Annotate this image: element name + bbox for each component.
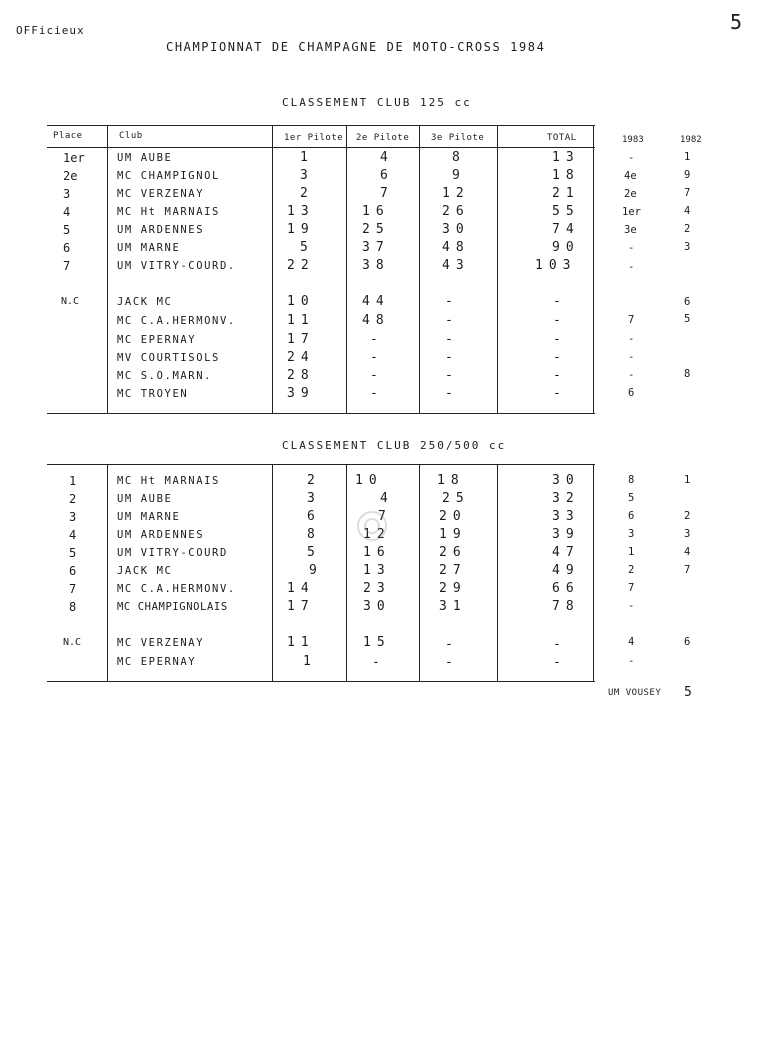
cell-club: MV COURTISOLS xyxy=(117,352,220,364)
cell-total: - xyxy=(553,368,567,383)
cell-club: MC Ht MARNAIS xyxy=(117,206,220,218)
cell-1983: - xyxy=(628,655,635,667)
cell-club: UM AUBE xyxy=(117,152,173,164)
cell-pilot-3: - xyxy=(445,655,459,670)
cell-pilot-1: 17 xyxy=(287,599,315,614)
cell-pilot-2: 23 xyxy=(363,581,391,596)
column-divider xyxy=(272,465,273,681)
cell-pilot-3: 9 xyxy=(452,168,466,183)
cell-pilot-1: 9 xyxy=(309,563,323,578)
cell-pilot-2: 16 xyxy=(363,545,391,560)
cell-total: - xyxy=(553,386,567,401)
cell-1983: - xyxy=(628,369,635,381)
header-divider xyxy=(47,147,595,148)
cell-1983: 4 xyxy=(628,636,635,648)
cell-1982: 2 xyxy=(684,223,691,235)
cell-place: 8 xyxy=(69,600,77,614)
header-pilot-2: 2e Pilote xyxy=(356,133,410,143)
watermark-stamp-icon xyxy=(352,508,392,544)
cell-pilot-1: 17 xyxy=(287,332,315,347)
cell-pilot-3: 29 xyxy=(439,581,467,596)
cell-total: - xyxy=(553,350,567,365)
cell-pilot-2: 12 xyxy=(363,527,391,542)
cell-total: 66 xyxy=(552,581,580,596)
cell-pilot-3: 48 xyxy=(442,240,470,255)
cell-1982: 4 xyxy=(684,205,691,217)
cell-pilot-1: 28 xyxy=(287,368,315,383)
column-divider xyxy=(107,465,108,681)
column-divider xyxy=(593,126,594,413)
cell-pilot-1: 3 xyxy=(300,168,314,183)
cell-1983: 3e xyxy=(624,224,637,236)
cell-pilot-3: - xyxy=(445,637,459,652)
section-125-title: CLASSEMENT CLUB 125 cc xyxy=(282,96,472,109)
cell-total: 103 xyxy=(535,258,577,273)
cell-1983: - xyxy=(628,152,635,164)
cell-1982: 8 xyxy=(684,368,691,380)
cell-1983: - xyxy=(628,600,635,612)
cell-pilot-1: 2 xyxy=(300,186,314,201)
cell-place: 4 xyxy=(69,528,77,542)
column-divider xyxy=(346,126,347,413)
table-125cc xyxy=(47,125,595,414)
cell-place: N.C xyxy=(63,637,82,648)
cell-1982: 6 xyxy=(684,636,691,648)
cell-total: - xyxy=(553,313,567,328)
cell-1982: 5 xyxy=(684,313,691,325)
header-pilot-3: 3e Pilote xyxy=(431,133,485,143)
cell-pilot-3: 12 xyxy=(442,186,470,201)
column-divider xyxy=(272,126,273,413)
cell-club: MC CHAMPIGNOLAIS xyxy=(117,601,228,613)
cell-total: 55 xyxy=(552,204,580,219)
cell-total: 33 xyxy=(552,509,580,524)
cell-pilot-3: - xyxy=(445,332,459,347)
cell-1983: - xyxy=(628,242,635,254)
column-divider xyxy=(497,126,498,413)
cell-1982: 6 xyxy=(684,296,691,308)
cell-pilot-1: 39 xyxy=(287,386,315,401)
cell-pilot-2: 10 xyxy=(355,473,383,488)
cell-1983: 2e xyxy=(624,188,637,200)
cell-place: 7 xyxy=(63,259,71,273)
cell-pilot-1: 13 xyxy=(287,204,315,219)
cell-club: MC TROYEN xyxy=(117,388,189,400)
cell-pilot-1: 1 xyxy=(303,654,317,669)
cell-total: 13 xyxy=(552,150,580,165)
cell-pilot-3: 25 xyxy=(442,491,470,506)
cell-pilot-1: 5 xyxy=(300,240,314,255)
cell-total: 39 xyxy=(552,527,580,542)
cell-total: - xyxy=(553,332,567,347)
cell-pilot-1: 1 xyxy=(300,150,314,165)
cell-pilot-3: 20 xyxy=(439,509,467,524)
cell-pilot-1: 2 xyxy=(307,473,321,488)
cell-1983: 6 xyxy=(628,387,635,399)
cell-pilot-2: 6 xyxy=(380,168,394,183)
cell-pilot-1: 22 xyxy=(287,258,315,273)
cell-pilot-3: - xyxy=(445,368,459,383)
cell-pilot-2: - xyxy=(370,368,384,383)
cell-pilot-3: 26 xyxy=(442,204,470,219)
header-total: TOTAL xyxy=(547,133,577,143)
cell-pilot-3: 18 xyxy=(437,473,465,488)
column-divider xyxy=(497,465,498,681)
cell-pilot-2: 4 xyxy=(380,491,394,506)
cell-1983: - xyxy=(628,333,635,345)
cell-place: 6 xyxy=(69,564,77,578)
cell-1983: 6 xyxy=(628,510,635,522)
cell-place: 1er xyxy=(63,151,85,165)
cell-place: 1 xyxy=(69,474,77,488)
cell-pilot-2: 16 xyxy=(362,204,390,219)
header-place: Place xyxy=(53,131,83,141)
cell-total: 18 xyxy=(552,168,580,183)
cell-place: 2e xyxy=(63,169,78,183)
officieux-label: OFFicieux xyxy=(16,24,85,37)
header-club: Club xyxy=(119,131,143,141)
cell-pilot-3: 19 xyxy=(439,527,467,542)
cell-1983: 5 xyxy=(628,492,635,504)
cell-place: 5 xyxy=(69,546,77,560)
cell-total: 32 xyxy=(552,491,580,506)
cell-pilot-2: 7 xyxy=(378,509,392,524)
cell-total: 49 xyxy=(552,563,580,578)
cell-pilot-1: 3 xyxy=(307,491,321,506)
cell-pilot-3: 8 xyxy=(452,150,466,165)
cell-club: MC VERZENAY xyxy=(117,188,205,200)
column-divider xyxy=(419,126,420,413)
cell-1982: 2 xyxy=(684,510,691,522)
cell-club: MC EPERNAY xyxy=(117,334,197,346)
cell-1983: - xyxy=(628,351,635,363)
cell-total: 21 xyxy=(552,186,580,201)
cell-1983: 2 xyxy=(628,564,635,576)
cell-1983: 7 xyxy=(628,314,635,326)
column-divider xyxy=(593,465,594,681)
cell-pilot-1: 11 xyxy=(287,635,315,650)
cell-1982: 3 xyxy=(684,241,691,253)
cell-club: UM AUBE xyxy=(117,493,173,505)
cell-club: MC S.O.MARN. xyxy=(117,370,213,382)
cell-club: UM VITRY-COURD. xyxy=(117,260,236,272)
side-header-1983: 1983 xyxy=(622,135,644,145)
cell-1982: 1 xyxy=(684,474,691,486)
cell-club: UM VITRY-COURD xyxy=(117,547,228,559)
cell-club: MC CHAMPIGNOL xyxy=(117,170,220,182)
cell-pilot-1: 11 xyxy=(287,313,315,328)
cell-club: JACK MC xyxy=(117,565,173,577)
cell-pilot-2: - xyxy=(370,350,384,365)
cell-total: 30 xyxy=(552,473,580,488)
cell-pilot-3: 43 xyxy=(442,258,470,273)
cell-place: 4 xyxy=(63,205,71,219)
cell-club: MC EPERNAY xyxy=(117,656,197,668)
cell-1983: 7 xyxy=(628,582,635,594)
cell-pilot-3: 26 xyxy=(439,545,467,560)
cell-pilot-3: 31 xyxy=(439,599,467,614)
cell-total: 78 xyxy=(552,599,580,614)
cell-pilot-2: - xyxy=(370,386,384,401)
cell-pilot-2: 37 xyxy=(362,240,390,255)
cell-pilot-3: - xyxy=(445,313,459,328)
cell-place: 7 xyxy=(69,582,77,596)
cell-pilot-2: 30 xyxy=(363,599,391,614)
cell-pilot-2: 48 xyxy=(362,313,390,328)
cell-place: N.C xyxy=(61,296,80,307)
side-header-1982: 1982 xyxy=(680,135,702,145)
cell-total: 90 xyxy=(552,240,580,255)
column-divider xyxy=(419,465,420,681)
cell-pilot-3: 30 xyxy=(442,222,470,237)
cell-pilot-1: 5 xyxy=(307,545,321,560)
cell-club: JACK MC xyxy=(117,296,173,308)
cell-club: MC VERZENAY xyxy=(117,637,205,649)
cell-1982: 4 xyxy=(684,546,691,558)
cell-1982: 7 xyxy=(684,187,691,199)
cell-total: - xyxy=(553,637,567,652)
cell-pilot-2: 13 xyxy=(363,563,391,578)
cell-1983: - xyxy=(628,261,635,273)
section-250-title: CLASSEMENT CLUB 250/500 cc xyxy=(282,439,507,452)
cell-place: 6 xyxy=(63,241,71,255)
cell-total: - xyxy=(553,294,567,309)
cell-1982: 9 xyxy=(684,169,691,181)
cell-pilot-2: 38 xyxy=(362,258,390,273)
cell-1982: 7 xyxy=(684,564,691,576)
cell-pilot-1: 8 xyxy=(307,527,321,542)
cell-club: UM MARNE xyxy=(117,242,181,254)
cell-pilot-3: - xyxy=(445,350,459,365)
cell-1982: 3 xyxy=(684,528,691,540)
cell-club: UM MARNE xyxy=(117,511,181,523)
cell-pilot-2: - xyxy=(372,655,386,670)
cell-pilot-2: 44 xyxy=(362,294,390,309)
cell-pilot-3: - xyxy=(445,386,459,401)
cell-1983: 8 xyxy=(628,474,635,486)
cell-pilot-2: 4 xyxy=(380,150,394,165)
cell-pilot-3: - xyxy=(445,294,459,309)
cell-1983: 1 xyxy=(628,546,635,558)
cell-pilot-1: 24 xyxy=(287,350,315,365)
cell-pilot-1: 19 xyxy=(287,222,315,237)
cell-club: MC C.A.HERMONV. xyxy=(117,583,236,595)
page-number: 5 xyxy=(730,10,743,34)
cell-1983: 4e xyxy=(624,170,637,182)
cell-pilot-1: 10 xyxy=(287,294,315,309)
cell-total: 74 xyxy=(552,222,580,237)
footer-value: 5 xyxy=(684,685,692,700)
cell-total: 47 xyxy=(552,545,580,560)
cell-pilot-2: - xyxy=(370,332,384,347)
cell-total: - xyxy=(553,655,567,670)
cell-pilot-2: 15 xyxy=(363,635,391,650)
cell-club: UM ARDENNES xyxy=(117,529,205,541)
cell-1983: 3 xyxy=(628,528,635,540)
cell-1982: 1 xyxy=(684,151,691,163)
document-title: CHAMPIONNAT DE CHAMPAGNE DE MOTO-CROSS 1984 xyxy=(166,40,546,54)
cell-pilot-2: 25 xyxy=(362,222,390,237)
cell-club: MC Ht MARNAIS xyxy=(117,475,220,487)
cell-1983: 1er xyxy=(622,206,641,218)
cell-club: MC C.A.HERMONV. xyxy=(117,315,236,327)
cell-place: 2 xyxy=(69,492,77,506)
cell-place: 5 xyxy=(63,223,71,237)
footer-note: UM VOUSEY xyxy=(608,688,662,698)
cell-place: 3 xyxy=(63,187,71,201)
cell-pilot-1: 14 xyxy=(287,581,315,596)
header-pilot-1: 1er Pilote xyxy=(284,133,344,143)
table-250-500cc xyxy=(47,464,595,682)
cell-place: 3 xyxy=(69,510,77,524)
column-divider xyxy=(346,465,347,681)
cell-club: UM ARDENNES xyxy=(117,224,205,236)
cell-pilot-3: 27 xyxy=(439,563,467,578)
column-divider xyxy=(107,126,108,413)
cell-pilot-1: 6 xyxy=(307,509,321,524)
cell-pilot-2: 7 xyxy=(380,186,394,201)
